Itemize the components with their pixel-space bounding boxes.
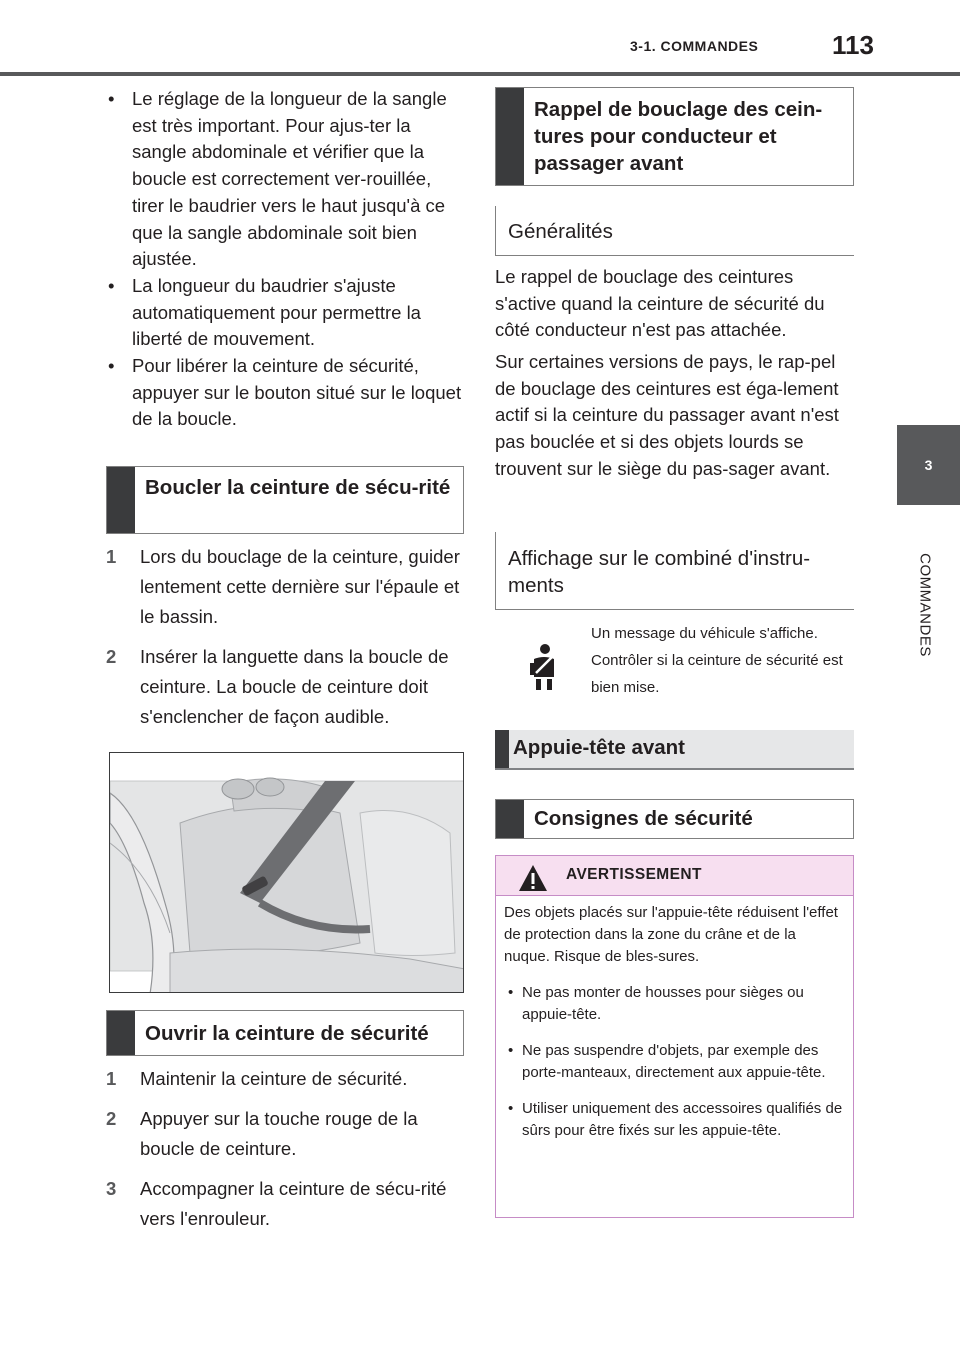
list-item: 2 Insérer la languette dans la boucle de ceinture. La boucle de ceinture doit s'enclencher de façon audible. — [106, 646, 449, 727]
chapter-tab-label: COMMANDES — [916, 553, 934, 657]
list-item: • La longueur du baudrier s'ajuste automatiquement pour permettre la liberté de mouvement. — [104, 273, 464, 353]
instrument-message-text: Un message du véhicule s'affiche. Contrôler si la ceinture de sécurité est bien mise. — [591, 625, 843, 696]
intro-bullet-list — [104, 86, 464, 433]
warning-header — [496, 856, 853, 896]
heading-marker — [495, 730, 509, 768]
seatbelt-illustration — [109, 752, 464, 993]
running-header-section: 3-1. COMMANDES — [630, 38, 759, 54]
header-rule — [0, 72, 960, 76]
page-number: 113 — [832, 30, 874, 60]
list-item: • Pour libérer la ceinture de sécurité, appuyer sur le bouton situé sur le loquet de la boucle. — [104, 353, 464, 433]
fasten-steps — [106, 542, 466, 742]
paragraph-reminder-1: Le rappel de bouclage des ceintures s'active quand la ceinture de sécurité du côté conducteur n'est pas attachée. — [495, 266, 825, 341]
list-item: 2 Appuyer sur la touche rouge de la boucle de ceinture. — [106, 1108, 418, 1159]
heading-marker — [107, 467, 135, 533]
heading-fasten-belt: Boucler la ceinture de sécu-rité — [106, 466, 464, 534]
heading-safety-notes: Consignes de sécurité — [495, 799, 854, 839]
heading-marker — [107, 1011, 135, 1055]
seatbelt-warning-icon — [528, 643, 560, 691]
heading-open-belt: Ouvrir la ceinture de sécurité — [106, 1010, 464, 1056]
seatbelt-drawing — [110, 753, 464, 993]
warning-list — [504, 982, 844, 1142]
subheading-instrument-display: Affichage sur le combiné d'instru-ments — [495, 532, 854, 610]
list-item: • Utiliser uniquement des accessoires qualifiés de sûrs pour être fixés sur les appuie-tête. — [504, 1098, 844, 1142]
warning-box — [495, 855, 854, 1218]
heading-front-headrest: Appuie-tête avant — [495, 730, 854, 770]
paragraph-reminder-2: Sur certaines versions de pays, le rap-pel de bouclage des ceintures est éga-lement actif si la ceinture du passager avant n'est pas bouclée et si des objets lourds se trouvent sur le siège du pas-sager avant. — [495, 351, 839, 479]
warning-intro: Des objets placés sur l'appuie-tête réduisent l'effet de protection dans la zone du crâne et de la nuque. Risque de bles-sures. — [504, 904, 838, 965]
subheading-general: Généralités — [495, 206, 854, 256]
warning-body — [504, 902, 844, 1156]
list-item: • Ne pas suspendre d'objets, par exemple des porte-manteaux, directement aux appuie-tête. — [504, 1040, 844, 1084]
list-item: • Ne pas monter de housses pour sièges ou appuie-tête. — [504, 982, 844, 1026]
heading-belt-reminder: Rappel de bouclage des cein-tures pour conducteur et passager avant — [495, 87, 854, 186]
open-steps — [106, 1064, 466, 1244]
heading-marker — [496, 800, 524, 838]
warning-title: AVERTISSEMENT — [566, 866, 702, 883]
heading-marker — [496, 88, 524, 185]
list-item: 1 Lors du bouclage de la ceinture, guider lentement cette dernière sur l'épaule et le bassin. — [106, 546, 460, 627]
list-item: 3 Accompagner la ceinture de sécu-rité vers l'enrouleur. — [106, 1178, 447, 1229]
list-item: 1 Maintenir la ceinture de sécurité. — [106, 1068, 408, 1089]
list-item: • Le réglage de la longueur de la sangle est très important. Pour ajus-ter la sangle abdominale et vérifier que la boucle est correctement ver-rouillée, tirer le baudrier vers le haut jusqu'à ce que la sangle abdominale soit bien ajustée. — [104, 86, 464, 273]
chapter-tab[interactable]: 3 — [897, 425, 960, 505]
warning-triangle-icon — [518, 864, 548, 892]
